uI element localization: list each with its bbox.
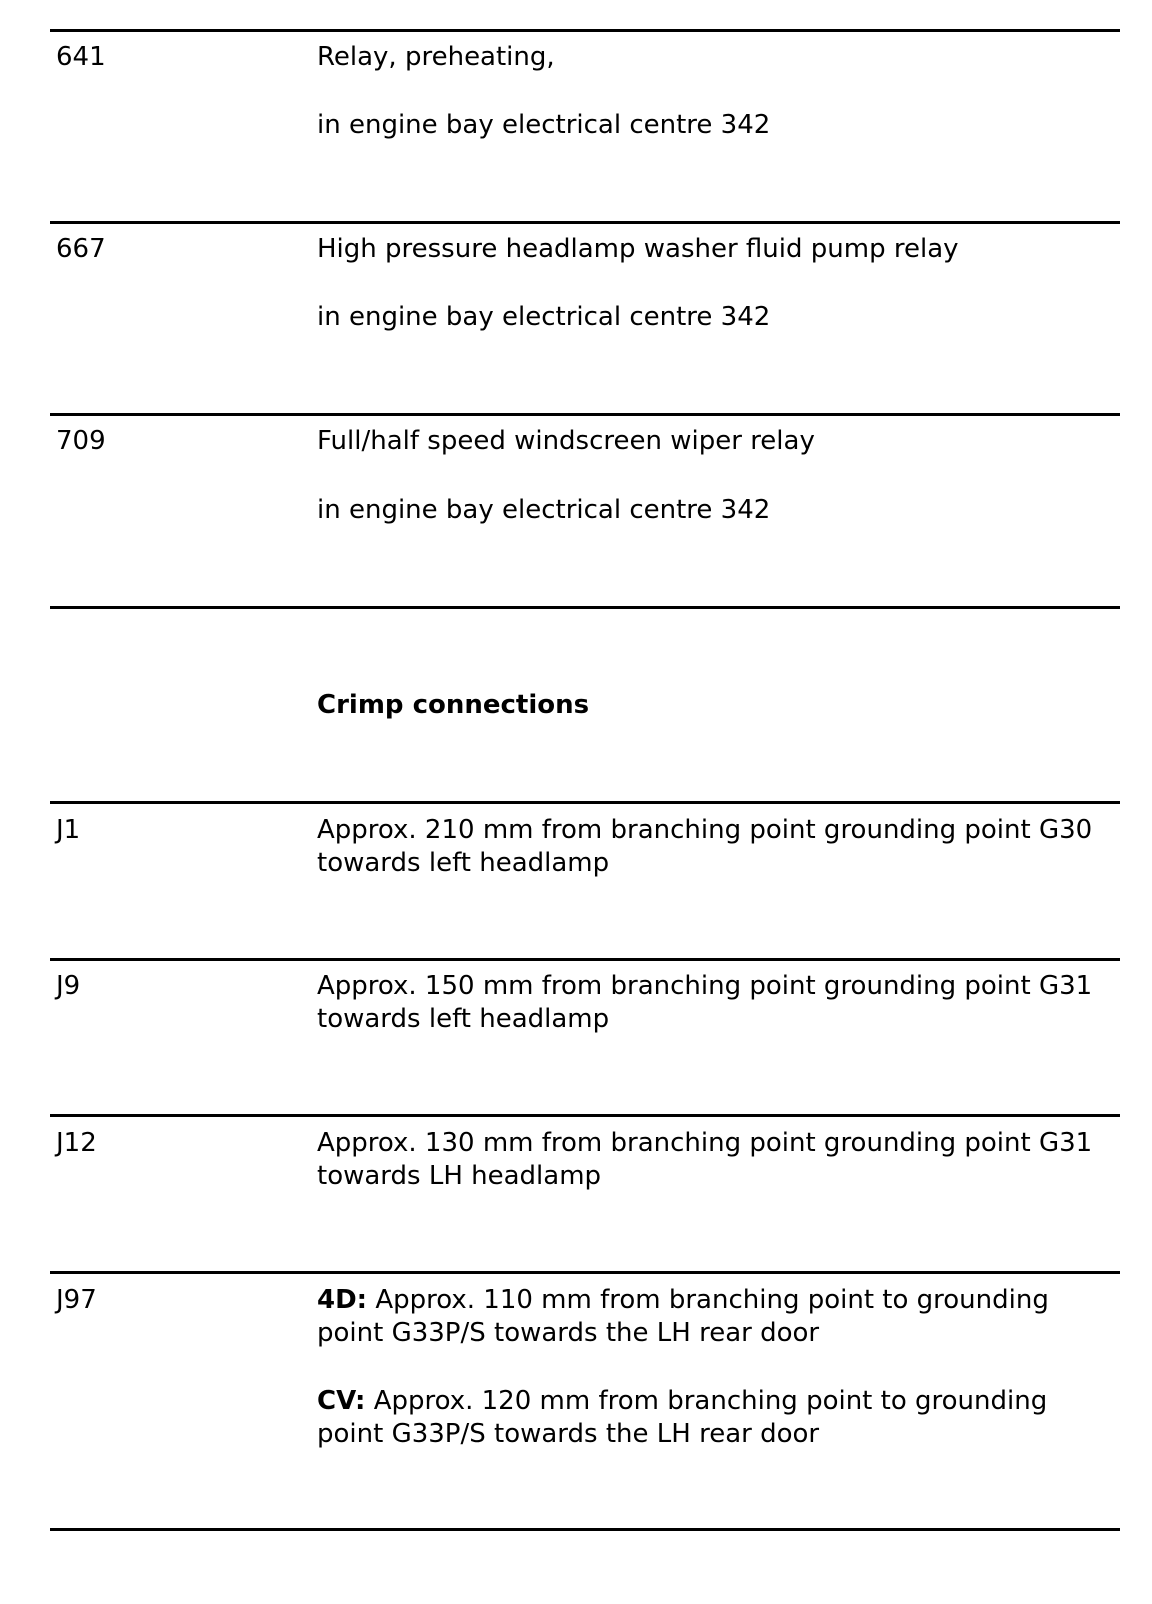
section-heading: Crimp connections [317, 690, 590, 720]
crimp-code: J9 [56, 971, 81, 1001]
variant-label: 4D: [317, 1285, 368, 1315]
row-divider [50, 801, 1120, 804]
variant-text: Approx. 120 mm from branching point to grounding point G33P/S towards the LH rear door [317, 1386, 1048, 1449]
crimp-code: J12 [56, 1128, 97, 1158]
crimp-variant-4d [317, 1284, 1117, 1350]
crimp-variant-cv [317, 1385, 1117, 1451]
relay-location: in engine bay electrical centre 342 [317, 302, 771, 332]
relay-description: Full/half speed windscreen wiper relay [317, 426, 815, 456]
crimp-description: Approx. 210 mm from branching point grounding point G30 towards left headlamp [317, 815, 1093, 878]
relay-description: Relay, preheating, [317, 42, 555, 72]
relay-code: 667 [56, 234, 106, 264]
crimp-description: Approx. 130 mm from branching point grounding point G31 towards LH headlamp [317, 1128, 1093, 1191]
relay-location: in engine bay electrical centre 342 [317, 495, 771, 525]
crimp-description: Approx. 150 mm from branching point grounding point G31 towards left headlamp [317, 971, 1093, 1034]
row-divider [50, 221, 1120, 224]
relay-description: High pressure headlamp washer fluid pump relay [317, 234, 959, 264]
variant-text: Approx. 110 mm from branching point to grounding point G33P/S towards the LH rear door [317, 1285, 1049, 1348]
relay-code: 641 [56, 42, 106, 72]
row-divider [50, 29, 1120, 32]
relay-location: in engine bay electrical centre 342 [317, 110, 771, 140]
relay-code: 709 [56, 426, 106, 456]
crimp-code: J1 [56, 815, 81, 845]
row-divider [50, 606, 1120, 609]
crimp-code: J97 [56, 1285, 97, 1315]
row-divider [50, 958, 1120, 961]
row-divider [50, 1528, 1120, 1531]
row-divider [50, 1114, 1120, 1117]
row-divider [50, 413, 1120, 416]
row-divider [50, 1271, 1120, 1274]
variant-label: CV: [317, 1386, 366, 1416]
